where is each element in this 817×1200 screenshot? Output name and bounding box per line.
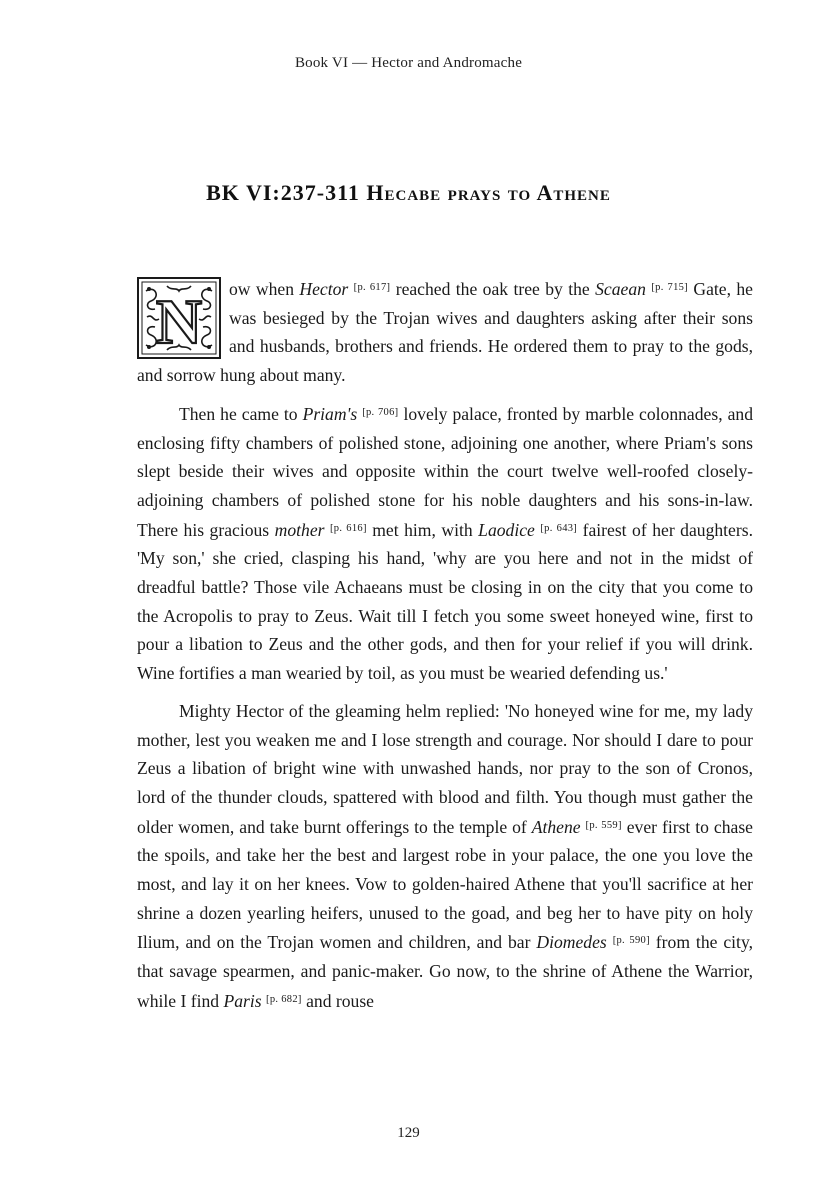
text-run: from the city, that savage spearmen, and panic-maker. Go now, to the shrine of Athene the Warrior, while I find [137, 932, 753, 1011]
text-run: ever first to chase the spoils, and take her the best and largest robe in your palace, the one you love the most, and lay it on her knees. Vow to golden-haired Athene that you'll sacrifice at her shrine a dozen yearling heifers, unused to the goad, and beg her to have pity on holy Ilium, and on the Trojan women and children, and bar [137, 816, 753, 953]
text-run: Mighty Hector of the gleaming helm replied: 'No honeyed wine for me, my lady mother, lest you weaken me and I lose strength and courage. Nor should I dare to pour Zeus a libation of bright wine with unwashed hands, nor pray to the son of Cronos, lord of the thunder clouds, spattered with blood and filth. You though must gather the older women, and take burnt offerings to the temple of [137, 700, 753, 837]
page-number: 129 [397, 1125, 420, 1141]
running-header: Book VI — Hector and Andromache [294, 55, 523, 71]
name-link-priam[interactable]: Priam's [302, 403, 358, 424]
page-reference[interactable]: [p. 617] [353, 282, 391, 293]
page-reference[interactable]: [p. 715] [651, 282, 688, 293]
paragraph-2 [137, 399, 753, 688]
page-reference[interactable]: [p. 590] [612, 935, 650, 947]
body-text [137, 274, 753, 1025]
paragraph-1 [137, 274, 753, 390]
text-run: lovely palace, fronted by marble colonnades, and enclosing fifty chambers of polished stone, adjoining one another, where Priam's sons slept beside their wives and opposite within the court twelve well-roofed closely-adjoining chambers of polished stone for his noble daughters and his sons-in-law. There his gracious [137, 403, 753, 540]
name-link-scaean[interactable]: Scaean [595, 279, 646, 299]
name-link-laodice[interactable]: Laodice [478, 519, 535, 540]
name-link-mother[interactable]: mother [274, 519, 325, 540]
paragraph-3 [137, 697, 753, 1016]
text-run: Then he came to [179, 403, 303, 424]
drop-cap-ornament [137, 277, 221, 359]
decorated-initial-icon [137, 277, 221, 359]
page-reference[interactable]: [p. 643] [540, 522, 578, 534]
page-reference[interactable]: [p. 616] [330, 522, 367, 534]
page-reference[interactable]: [p. 559] [585, 819, 622, 831]
name-link-athene[interactable]: Athene [531, 816, 581, 837]
chapter-title: BK VI:237-311 Hecabe prays to Athene [206, 180, 611, 205]
text-run: met him, with [366, 519, 479, 540]
text-run: fairest of her daughters. 'My son,' she cried, clasping his hand, 'why are you here and not in the midst of dreadful battle? Those vile Achaeans must be closing in on the city that you come to the Acropolis to pray to Zeus. Wait till I fetch you some sweet honeyed wine, first to pour a libation to Zeus and the other gods, and then for your relief if you will drink. Wine fortifies a man wearied by toil, as you must be wearied defending us.' [137, 519, 753, 684]
name-link-hector[interactable]: Hector [299, 279, 349, 299]
name-link-diomedes[interactable]: Diomedes [536, 932, 607, 953]
text-run: reached the oak tree by the [390, 279, 596, 299]
page-reference[interactable]: [p. 706] [362, 406, 399, 418]
text-run: ow when [229, 279, 300, 299]
drop-cap-letter: N [155, 286, 203, 357]
text-run: and rouse [301, 990, 374, 1011]
page-reference[interactable]: [p. 682] [266, 993, 302, 1005]
name-link-paris[interactable]: Paris [223, 990, 262, 1011]
text-run: Gate, he was besieged by the Trojan wives and daughters asking after their sons and husbands, brothers and friends. He ordered them to pray to the gods, and sorrow hung about many. [137, 279, 753, 386]
